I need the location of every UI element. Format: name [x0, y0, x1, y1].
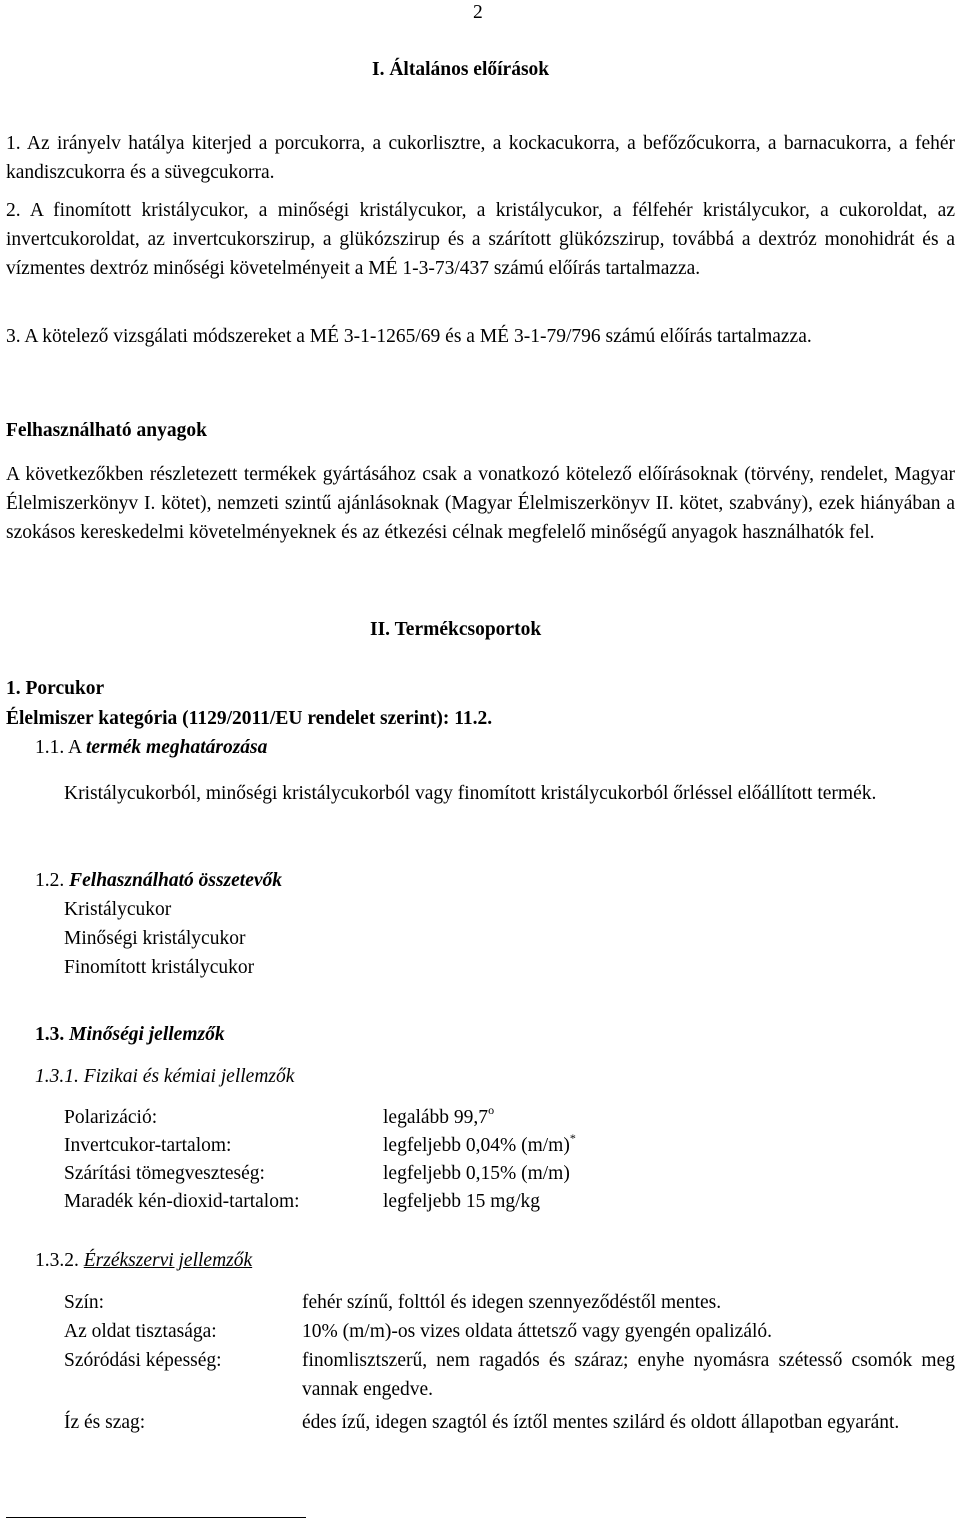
phys-value — [383, 1103, 495, 1129]
sensory-value: 10% (m/m)-os vizes oldata áttetsző vagy gyengén opalizáló. — [302, 1321, 773, 1342]
sensory-value: fehér színű, folttól és idegen szennyeződéstől mentes. — [302, 1292, 722, 1313]
phys-label: Polarizáció: — [64, 1107, 158, 1128]
ingredients-heading — [35, 870, 282, 892]
definition-text: Kristálycukorból, minőségi kristálycukorból vagy finomított kristálycukorból őrléssel előállított termék. — [64, 783, 877, 804]
sensory-number: 1.3.2. — [35, 1250, 84, 1271]
sensory-heading — [35, 1250, 252, 1272]
food-category: Élelmiszer kategória (1129/2011/EU rendelet szerint): 11.2. — [6, 708, 493, 729]
phys-label: Szárítási tömegveszteség: — [64, 1163, 265, 1184]
quality-heading — [35, 1024, 225, 1046]
paragraph-1: 1. Az irányelv hatálya kiterjed a porcukorra, a cukorlisztre, a kockacukorra, a befőzőcukorra, a barnacukorra, a fehér kandiszcukorra és a süvegcukorra. — [6, 133, 955, 183]
phys-value — [383, 1131, 576, 1157]
quality-number: 1.3. — [35, 1024, 70, 1045]
sensory-title: Érzékszervi jellemzők — [83, 1250, 253, 1271]
phys-value-text: legfeljebb 0,04% (m/m) — [383, 1135, 570, 1156]
phys-value-text: legalább 99,7 — [383, 1107, 489, 1128]
definition-number: 1.1. A — [35, 737, 86, 758]
physical-heading: 1.3.1. Fizikai és kémiai jellemzők — [35, 1066, 295, 1087]
ingredient-item: Kristálycukor — [64, 899, 172, 920]
footnote-separator — [6, 1517, 306, 1518]
definition-title: termék meghatározása — [85, 737, 268, 758]
section-title-general: I. Általános előírások — [372, 59, 550, 80]
ingredient-item: Finomított kristálycukor — [64, 957, 255, 978]
footnote-sup: * — [569, 1131, 576, 1145]
product-title: 1. Porcukor — [6, 678, 105, 699]
sensory-label: Íz és szag: — [64, 1412, 146, 1433]
sensory-value: finomlisztszerű, nem ragadós és száraz; enyhe nyomásra szétesső csomók meg vannak engedve. — [302, 1350, 955, 1400]
paragraph-2: 2. A finomított kristálycukor, a minőségi kristálycukor, a kristálycukor, a félfehér kristálycukor, a cukoroldat, az invertcukoroldat, az invertcukorszirup, a glükózszirup és a szárított glükózszirup, továbbá a dextróz monohidrát és a vízmentes dextróz minőségi követelményeit a MÉ 1-3-73/437 számú előírás tartalmazza. — [6, 200, 955, 279]
degree-sup: o — [488, 1103, 495, 1117]
paragraph-3: 3. A kötelező vizsgálati módszereket a MÉ 3-1-1265/69 és a MÉ 3-1-79/796 számú előírás tartalmazza. — [6, 326, 812, 347]
sensory-value: édes ízű, idegen szagtól és íztől mentes szilárd és oldott állapotban egyaránt. — [302, 1412, 900, 1433]
sensory-label: Szín: — [64, 1292, 105, 1313]
phys-value: legfeljebb 15 mg/kg — [383, 1191, 541, 1212]
sensory-label: Az oldat tisztasága: — [64, 1321, 217, 1342]
ingredients-number: 1.2. — [35, 870, 70, 891]
materials-heading: Felhasználható anyagok — [6, 420, 207, 441]
quality-title: Minőségi jellemzők — [69, 1024, 225, 1045]
ingredient-item: Minőségi kristálycukor — [64, 928, 246, 949]
materials-paragraph: A következőkben részletezett termékek gyártásához csak a vonatkozó kötelező előírásoknak (törvény, rendelet, Magyar Élelmiszerkönyv I. kötet), nemzeti szintű ajánlásoknak (Magyar Élelmiszerkönyv II. kötet, szabvány), ezek hiányában a szokásos kereskedelmi követelményeknek és az étkezési célnak megfelelő minőségű anyagok használhatók fel. — [6, 464, 955, 543]
page-number: 2 — [473, 2, 483, 23]
definition-heading — [35, 737, 267, 759]
phys-label: Maradék kén-dioxid-tartalom: — [64, 1191, 300, 1212]
section-title-products: II. Termékcsoportok — [370, 619, 542, 640]
phys-label: Invertcukor-tartalom: — [64, 1135, 232, 1156]
ingredients-title: Felhasználható összetevők — [69, 870, 283, 891]
phys-value: legfeljebb 0,15% (m/m) — [383, 1163, 570, 1184]
sensory-label: Szóródási képesség: — [64, 1350, 222, 1371]
